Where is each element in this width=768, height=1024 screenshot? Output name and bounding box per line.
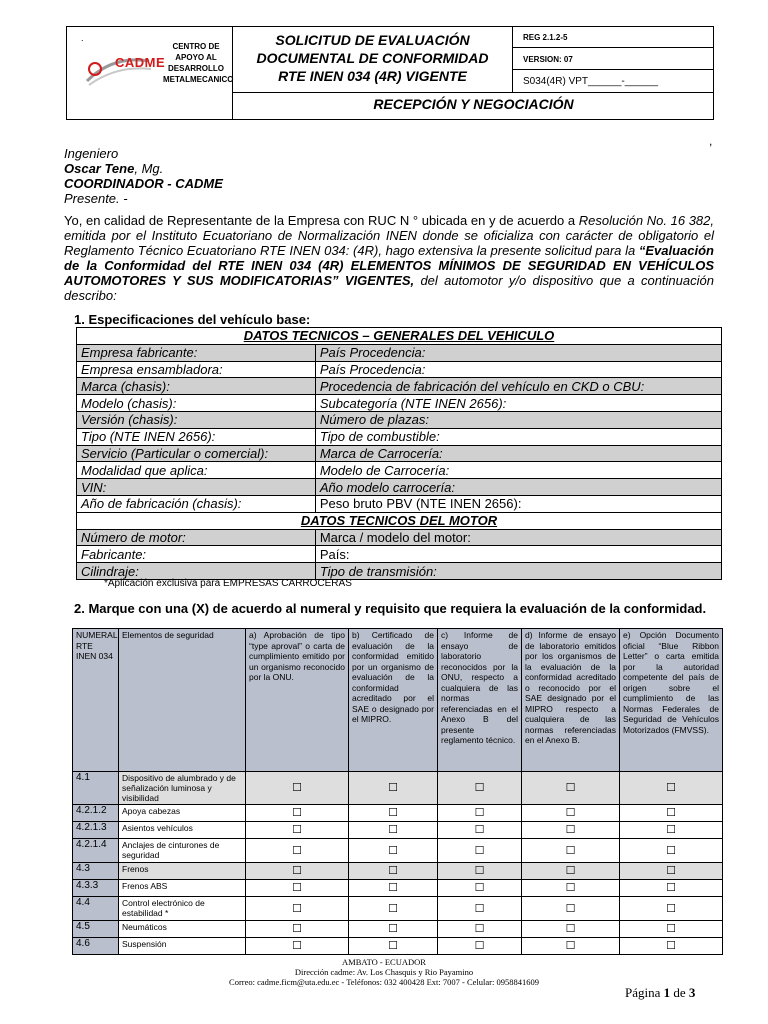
checkbox-b[interactable]: ☐ — [349, 805, 438, 822]
checkbox-e[interactable]: ☐ — [620, 863, 723, 880]
table-row — [73, 897, 723, 921]
checkbox-b[interactable]: ☐ — [349, 921, 438, 938]
page-footer — [0, 957, 768, 987]
element-cell: Asientos vehículos — [119, 822, 246, 839]
general-data-title: DATOS TECNICOS – GENERALES DEL VEHICULO — [77, 328, 722, 345]
section2-heading: 2. Marque con una (X) de acuerdo al numeral y requisito que requiera la evaluación de la conformidad. — [74, 601, 707, 616]
field-label[interactable]: País Procedencia: — [315, 361, 721, 378]
checkbox-c[interactable]: ☐ — [438, 897, 522, 921]
header-option-d: d) Informe de ensayo de laboratorio emitidos por los organismos de la evaluación de la conformidad acreditado o reconocido por el SAE designado por el MIPRO respecto a cualquiera de las normas referenciadas en el Anexo B. — [522, 629, 620, 772]
centro-line: APOYO AL — [175, 53, 217, 62]
checkbox-a[interactable]: ☐ — [246, 805, 349, 822]
letter-address — [64, 146, 223, 206]
numeral-cell: 4.3 — [73, 863, 119, 880]
element-cell: Dispositivo de alumbrado y de señalización luminosa y visibilidad — [119, 772, 246, 805]
field-label[interactable]: Año modelo carrocería: — [315, 479, 721, 496]
comma-mark: , — [709, 134, 713, 148]
recipient-role: COORDINADOR - CADME — [64, 176, 223, 191]
checkbox-a[interactable]: ☐ — [246, 938, 349, 955]
table-row — [73, 938, 723, 955]
document-code: S034(4R) VPT______-______ — [523, 76, 659, 87]
title-line: RTE INEN 034 (4R) VIGENTE — [278, 68, 467, 84]
requirements-table — [72, 628, 723, 955]
field-label[interactable]: País Procedencia: — [315, 344, 721, 361]
numeral-cell: 4.4 — [73, 897, 119, 921]
checkbox-e[interactable]: ☐ — [620, 839, 723, 863]
field-label[interactable]: Tipo (NTE INEN 2656): — [77, 428, 316, 445]
checkbox-b[interactable]: ☐ — [349, 822, 438, 839]
element-cell: Suspensión — [119, 938, 246, 955]
checkbox-a[interactable]: ☐ — [246, 772, 349, 805]
version-label: VERSION: 07 — [523, 55, 573, 64]
checkbox-b[interactable]: ☐ — [349, 839, 438, 863]
numeral-cell: 4.5 — [73, 921, 119, 938]
checkbox-c[interactable]: ☐ — [438, 839, 522, 863]
presente: Presente. - — [64, 191, 128, 206]
table-row — [73, 805, 723, 822]
header-option-c: c) Informe de ensayo de laboratorio reconocidos por la ONU, respecto a cualquiera de las normas referenciadas en el Anexo B del presente reglamento técnico. — [438, 629, 522, 772]
checkbox-b[interactable]: ☐ — [349, 880, 438, 897]
logo-dot: . — [81, 33, 84, 43]
footer-contact: Correo: cadme.ficm@uta.edu.ec - Teléfonos: 032 400428 Ext: 7007 - Celular: 0958841609 — [229, 977, 539, 987]
checkbox-a[interactable]: ☐ — [246, 897, 349, 921]
header-option-b: b) Certificado de evaluación de la conformidad emitido por un organismo de evaluación de la conformidad acreditado por el SAE o designado por el MIPRO. — [349, 629, 438, 772]
section1-heading: 1. Especificaciones del vehículo base: — [74, 312, 311, 327]
centro-line: METALMECANICO — [163, 75, 234, 84]
element-cell: Control electrónico de estabilidad * — [119, 897, 246, 921]
numeral-cell: 4.3.3 — [73, 880, 119, 897]
table-row — [73, 921, 723, 938]
checkbox-b[interactable]: ☐ — [349, 938, 438, 955]
vehicle-data-table — [76, 327, 722, 580]
field-label[interactable]: Marca (chasis): — [77, 378, 316, 395]
checkbox-d[interactable]: ☐ — [522, 938, 620, 955]
table-row — [73, 839, 723, 863]
field-label[interactable]: Versión (chasis): — [77, 411, 316, 428]
page-number — [625, 985, 695, 1001]
checkbox-e[interactable]: ☐ — [620, 880, 723, 897]
motor-data-title: DATOS TECNICOS DEL MOTOR — [77, 512, 722, 529]
element-cell: Apoya cabezas — [119, 805, 246, 822]
checkbox-a[interactable]: ☐ — [246, 863, 349, 880]
field-label[interactable]: Subcategoría (NTE INEN 2656): — [315, 395, 721, 412]
centro-line: DESARROLLO — [168, 64, 224, 73]
title-line: SOLICITUD DE EVALUACIÓN — [275, 32, 470, 48]
centro-line: CENTRO DE — [172, 42, 220, 51]
checkbox-a[interactable]: ☐ — [246, 880, 349, 897]
salutation: Ingeniero — [64, 146, 119, 161]
table-row — [73, 863, 723, 880]
checkbox-c[interactable]: ☐ — [438, 880, 522, 897]
cadme-logo-text: CADME — [115, 55, 166, 70]
field-label[interactable]: Modelo de Carrocería: — [315, 462, 721, 479]
checkbox-c[interactable]: ☐ — [438, 921, 522, 938]
field-label[interactable]: Cilindraje: — [77, 563, 316, 580]
checkbox-c[interactable]: ☐ — [438, 822, 522, 839]
header-elementos: Elementos de seguridad — [119, 629, 246, 772]
page-prefix: Página — [625, 985, 661, 1000]
footer-address: Dirección cadme: Av. Los Chasquis y Rio Payamino — [294, 967, 474, 977]
numeral-cell: 4.2.1.4 — [73, 839, 119, 863]
header-option-e: e) Opción Documento oficial “Blue Ribbon Letter” o carta emitida por la autoridad competente del país de origen sobre el cumplimiento de las Normas Federales de Seguridad de Vehículos Motorizados (FMVSS). — [620, 629, 723, 772]
field-label[interactable]: País: — [315, 546, 721, 563]
table-row — [73, 822, 723, 839]
field-label[interactable]: Modalidad que aplica: — [77, 462, 316, 479]
paragraph-closing: del automotor y/o dispositivo que a continuación describo: — [64, 273, 714, 303]
checkbox-e[interactable]: ☐ — [620, 772, 723, 805]
checkbox-e[interactable]: ☐ — [620, 822, 723, 839]
field-label[interactable]: Empresa fabricante: — [77, 344, 316, 361]
field-label[interactable]: Fabricante: — [77, 546, 316, 563]
carroceras-note: *Aplicación exclusiva para EMPRESAS CARROCERAS — [104, 578, 352, 589]
field-label[interactable]: Empresa ensambladora: — [77, 361, 316, 378]
checkbox-c[interactable]: ☐ — [438, 805, 522, 822]
numeral-cell: 4.1 — [73, 772, 119, 805]
checkbox-e[interactable]: ☐ — [620, 805, 723, 822]
element-cell: Frenos — [119, 863, 246, 880]
title-line: DOCUMENTAL DE CONFORMIDAD — [256, 50, 489, 66]
reg-code: REG 2.1.2-5 — [523, 33, 568, 42]
checkbox-c[interactable]: ☐ — [438, 938, 522, 955]
element-cell: Neumáticos — [119, 921, 246, 938]
field-label[interactable]: Marca / modelo del motor: — [315, 529, 721, 546]
table-row — [73, 880, 723, 897]
checkbox-d[interactable]: ☐ — [522, 772, 620, 805]
numeral-cell: 4.2.1.3 — [73, 822, 119, 839]
field-label[interactable]: Procedencia de fabricación del vehículo en CKD o CBU: — [315, 378, 721, 395]
checkbox-a[interactable]: ☐ — [246, 839, 349, 863]
field-label[interactable]: Año de fabricación (chasis): — [77, 495, 316, 512]
checkbox-a[interactable]: ☐ — [246, 822, 349, 839]
field-label[interactable]: VIN: — [77, 479, 316, 496]
checkbox-d[interactable]: ☐ — [522, 863, 620, 880]
field-label[interactable]: Tipo de transmisión: — [315, 563, 721, 580]
paragraph-resolution: Resolución No. 16 382, emitida por el Instituto Ecuatoriano de Normalización INEN donde se oficializa con carácter de obligatorio el Reglamento Técnico Ecuatoriano RTE INEN 034: (4R), hago extensiva la presente solicitud para la — [64, 213, 714, 258]
checkbox-b[interactable]: ☐ — [349, 772, 438, 805]
numeral-cell: 4.2.1.2 — [73, 805, 119, 822]
checkbox-d[interactable]: ☐ — [522, 822, 620, 839]
request-paragraph — [64, 213, 714, 303]
checkbox-a[interactable]: ☐ — [246, 921, 349, 938]
checkbox-c[interactable]: ☐ — [438, 772, 522, 805]
field-label[interactable]: Número de motor: — [77, 529, 316, 546]
page-current: 1 — [663, 985, 671, 1000]
checkbox-e[interactable]: ☐ — [620, 938, 723, 955]
table-row — [73, 772, 723, 805]
page-total: 3 — [688, 985, 696, 1000]
document-title — [233, 31, 512, 85]
field-label[interactable]: Peso bruto PBV (NTE INEN 2656): — [315, 495, 721, 512]
checkbox-d[interactable]: ☐ — [522, 880, 620, 897]
checkbox-e[interactable]: ☐ — [620, 897, 723, 921]
header-option-a: a) Aprobación de tipo “type aproval” o carta de cumplimiento emitido por un organismo reconocido por la ONU. — [246, 629, 349, 772]
checkbox-b[interactable]: ☐ — [349, 863, 438, 880]
paragraph-intro: Yo, en calidad de Representante de la Empresa con RUC N ° ubicada en y de acuerdo a — [64, 213, 576, 228]
field-label[interactable]: Número de plazas: — [315, 411, 721, 428]
recipient-suffix: , Mg. — [134, 161, 164, 176]
footer-city: AMBATO - ECUADOR — [342, 957, 426, 967]
field-label[interactable]: Marca de Carrocería: — [315, 445, 721, 462]
checkbox-b[interactable]: ☐ — [349, 897, 438, 921]
checkbox-d[interactable]: ☐ — [522, 805, 620, 822]
field-label[interactable]: Tipo de combustible: — [315, 428, 721, 445]
checkbox-d[interactable]: ☐ — [522, 897, 620, 921]
element-cell: Frenos ABS — [119, 880, 246, 897]
checkbox-c[interactable]: ☐ — [438, 863, 522, 880]
checkbox-d[interactable]: ☐ — [522, 839, 620, 863]
field-label[interactable]: Modelo (chasis): — [77, 395, 316, 412]
header-numeral: NUMERAL RTE INEN 034 — [73, 629, 119, 772]
document-header — [66, 26, 714, 120]
element-cell: Anclajes de cinturones de seguridad — [119, 839, 246, 863]
document-subtitle: RECEPCIÓN Y NEGOCIACIÓN — [373, 96, 574, 112]
paragraph-evaluation: “Evaluación de la Conformidad del RTE INEN 034 (4R) ELEMENTOS MÍNIMOS DE SEGURIDAD EN VEHÍCULOS AUTOMOTORES Y SUS MODIFICATORIAS” VIGENTES, — [64, 243, 714, 288]
centro-label — [163, 41, 234, 85]
recipient-name: Oscar Tene — [64, 161, 135, 176]
checkbox-d[interactable]: ☐ — [522, 921, 620, 938]
numeral-cell: 4.6 — [73, 938, 119, 955]
checkbox-e[interactable]: ☐ — [620, 921, 723, 938]
field-label[interactable]: Servicio (Particular o comercial): — [77, 445, 316, 462]
page-mid: de — [673, 985, 686, 1000]
